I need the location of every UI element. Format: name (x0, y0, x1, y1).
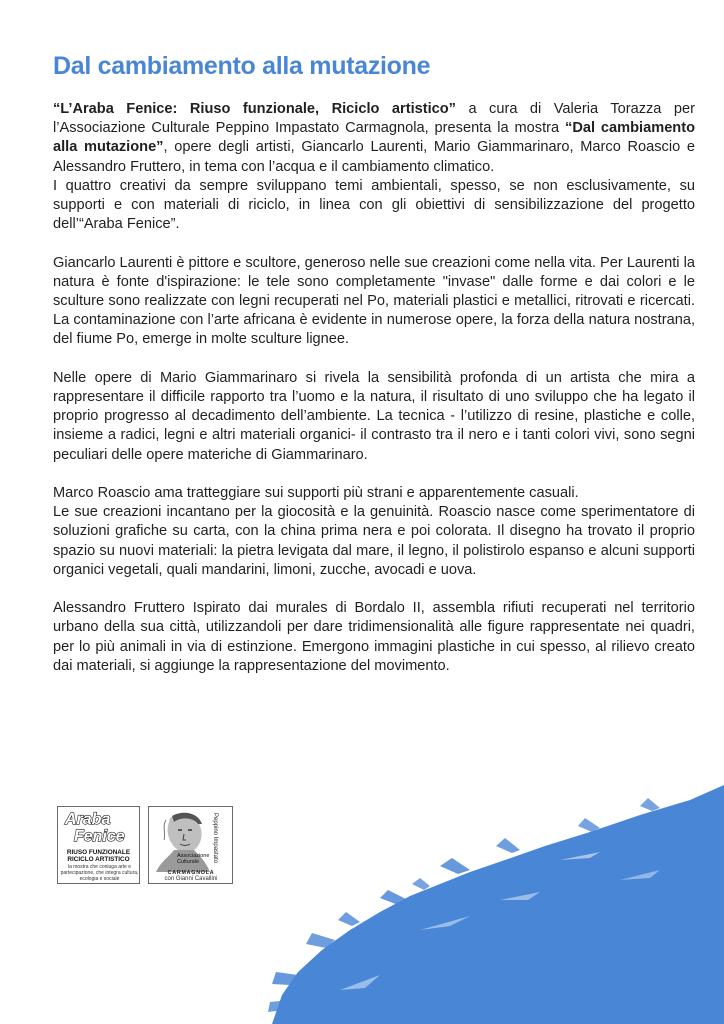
intro-text-a: a cura di Valeria Torazza per l’Associazione Culturale Peppino Impastato Carmagnola, presenta la mostra (53, 101, 695, 137)
laurenti-paragraph: Giancarlo Laurenti è pittore e scultore, generoso nelle sue creazioni come nella vita. Per Laurenti la natura è fonte d'ispirazione: le tele sono completamente "invase" dalle forme e dai colori e le sculture sono realizzate con legni recuperati nel Po, materiali plastici e metallici, ritrovati e ricercati. La contaminazione con l’arte africana è evidente in numerose opere, la forza della natura nostrana, del fiume Po, emerge in molte sculture lignee. (53, 254, 695, 348)
araba-description: la mostra che coniuga arte e partecipazione, che integra cultura, ecologia e sociale (60, 864, 139, 882)
peppino-impastato-label: Peppino Impastato (212, 813, 218, 864)
exhibition-name: “Dal cambiamento alla mutazione” (53, 120, 695, 156)
project-name: “L’Araba Fenice: Riuso funzionale, Riciclo artistico” (53, 101, 456, 117)
araba-fenice-logo (57, 806, 140, 884)
araba-tagline-1: RIUSO FUNZIONALE (66, 849, 131, 856)
fenice-word: Fenice (74, 828, 125, 845)
roascio-paragraph: Le sue creazioni incantano per la giocosità e la genuinità. Roascio nasce come sperimentatore di soluzioni grafiche su carta, con la china prima nera e poi colorata. Il disegno ha trovato il proprio spazio su nuovi materiali: la pietra levigata dal mare, il legno, il polistirolo espanso e alcuni supporti organici vegetali, quali mandarini, limoni, zucche, avocadi e uova. (53, 504, 695, 578)
araba-tagline-2: RICICLO ARTISTICO (67, 856, 130, 863)
themes-paragraph: I quattro creativi da sempre sviluppano temi ambientali, spesso, se non esclusivamente, su supporti e con materiali di riciclo, in linea con gli obiettivi di sensibilizzazione del progetto dell’“Araba Fenice”. (53, 177, 695, 233)
intro-text-b: , opere degli artisti, Giancarlo Laurenti, Mario Giammarinaro, Marco Roascio e Alessandro Fruttero, in tema con l’acqua e il cambiamento climatico. (53, 139, 695, 175)
associazione-logo (148, 806, 233, 884)
roascio-intro-paragraph: Marco Roascio ama tratteggiare sui supporti più strani e apparentemente casuali. (53, 485, 579, 502)
city-name: CARMAGNOLA (167, 870, 215, 876)
page-title: Dal cambiamento alla mutazione (53, 52, 431, 80)
giammarinaro-paragraph: Nelle opere di Mario Giammarinaro si rivela la sensibilità profonda di un artista che mira a rappresentare il difficile rapporto tra l’uomo e la natura, il risultato di uno sviluppo che ha legato il proprio progresso al decadimento dell’ambiente. La tecnica - l’utilizzo di resine, plastiche e colle, insieme a radici, legni e altri materiali organici- il contrasto tra il nero e i tanti colori vivi, sono segni peculiari delle opere materiche di Giammarinaro. (53, 369, 695, 463)
illustrator-credit: con Gianni Cavallini (164, 876, 218, 882)
araba-word: Araba (65, 811, 111, 828)
fruttero-paragraph: Alessandro Fruttero Ispirato dai murales di Bordalo II, assembla rifiuti recuperati nel territorio urbano della sua città, utilizzandoli per dare tridimensionalità alle figure rappresentate nei quadri, per lo più animali in via di estinzione. Emergono immagini plastiche in cui spesso, al rilievo creato dai materiali, si aggiunge la rappresentazione del movimento. (53, 600, 695, 674)
araba-fenice-brand-lettering (62, 809, 136, 845)
associazione-name: Associazione Culturale (177, 853, 210, 865)
